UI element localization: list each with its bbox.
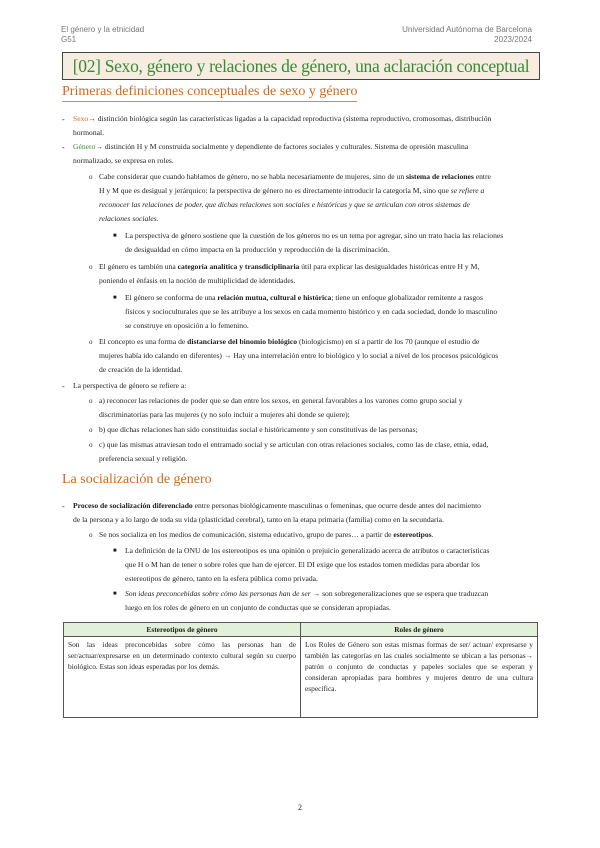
b3-line-2: mujeres había ido calando en diferentes) → Hay una interrelación entre lo biológico y lo social a nivel de los procesos psicológicos <box>99 351 499 360</box>
page-title-box <box>62 52 540 80</box>
dash-bullet: - <box>62 143 65 152</box>
b1-line-4: relaciones sociales. <box>99 214 159 223</box>
b1-line-3: reconocer las relaciones de poder, que dichas relaciones son sociales e históricas y que se articulan con otros sistemas de <box>99 200 470 209</box>
arrow-icon: → <box>95 142 105 151</box>
italic-text: se refiere a <box>450 186 485 195</box>
section-heading-definiciones: Primeras definiciones conceptuales de sexo y género <box>62 84 357 102</box>
dash-bullet: - <box>62 115 65 124</box>
italic-ideas: Son ideas preconcebidas sobre cómo las personas han de ser <box>125 589 311 598</box>
section-heading-socializacion: La socialización de género <box>62 472 212 487</box>
square-bullet-icon: ■ <box>113 233 117 239</box>
perspectiva-b: b) que dichas relaciones han sido constituidas social e históricamente y son constitutivas de las personas; <box>99 425 418 434</box>
header-right <box>402 25 532 45</box>
perspectiva-a-line-1: a) reconocer las relaciones de poder que se dan entre los sexos, en general favorables a los varones como grupo social y <box>99 396 463 405</box>
university-name: Universidad Autónoma de Barcelona <box>402 25 532 34</box>
perspectiva-c-line-1: c) que las mismas atraviesan todo el entramado social y se articulan con otras relaciones sociales, como las de clase, etnia, edad, <box>99 440 489 449</box>
b2-sub-line-3: se construye en oposición a lo femenino. <box>125 321 249 330</box>
circle-bullet-icon: o <box>89 397 93 405</box>
course-name: El género y la etnicidad <box>61 25 145 34</box>
square-bullet-icon: ■ <box>113 548 117 554</box>
page-number: 2 <box>298 803 302 812</box>
socializacion-line-2: de la persona y a lo largo de toda su vida (plasticidad cerebral), tanto en la etapa primaria (familia) como en la secundaria. <box>73 515 444 524</box>
bold-estereotipos: estereotipos <box>393 530 432 539</box>
b2-sub-line-2: físicos y socioculturales que se les atribuye a los sexos en cada momento histórico y en cada sociedad, donde lo masculino <box>125 307 498 316</box>
table-header-row <box>64 623 538 637</box>
b1-line-1: Cabe considerar que cuando hablamos de género, no se habla necesariamente de mujeres, sino de un sistema de relaciones entre <box>99 172 491 181</box>
ideas-line-1: Son ideas preconcebidas sobre cómo las personas han de ser → son sobregeneralizaciones que se espera que traduzcan <box>125 589 489 598</box>
table-header-roles: Roles de género <box>301 623 538 637</box>
dash-bullet: - <box>62 502 65 511</box>
table-row <box>64 637 538 718</box>
perspectiva-c-line-2: preferencia sexual y religión. <box>99 454 188 463</box>
perspectiva-intro: La perspectiva de género se refiere a: <box>73 381 187 390</box>
sexo-line-2: hormonal. <box>73 128 105 137</box>
arrow-icon: → <box>525 651 533 660</box>
b3-line-3: de creación de la identidad. <box>99 365 183 374</box>
bold-proceso-socializacion: Proceso de socialización diferenciado <box>73 501 193 510</box>
b1-sub-line-1: La perspectiva de género sostiene que la cuestión de los géneros no es un tema por agregar, sino un trato hacia las relaciones <box>125 231 504 240</box>
bold-sistema-relaciones: sistema de relaciones <box>406 172 474 181</box>
circle-bullet-icon: o <box>89 531 93 539</box>
table-header-estereotipos: Estereotipos de género <box>64 623 301 637</box>
bold-categoria-analitica: categoría analítica y transdiciplinaria <box>177 262 300 271</box>
genero-line-2: normalizado, se expresa en roles. <box>73 156 174 165</box>
circle-bullet-icon: o <box>89 173 93 181</box>
sexo-definition: distinción biológica según las características ligadas a la capacidad reproductiva (sistema reproductivo, cromosomas, distribución <box>97 114 492 123</box>
comparison-table <box>63 622 538 718</box>
bold-relacion-mutua: relación mutua, cultural e histórica <box>217 293 332 302</box>
b2-sub-line-1: El género se conforma de una relación mutua, cultural e histórica; tiene un enfoque globalizador remitente a rasgos <box>125 293 483 302</box>
bold-binomio-biologico: distanciarse del binomio biológico <box>187 337 298 346</box>
square-bullet-icon: ■ <box>113 295 117 301</box>
b1-sub-line-2: de desigualdad en cómo impacta en la producción y reproducción de la discriminación. <box>125 245 390 254</box>
onu-line-2: que H o M han de tener o sobre roles que han de ejercer. El DI exige que los estados tomen medidas para abordar los <box>125 560 480 569</box>
onu-line-1: La definición de la ONU de los estereotipos es una opinión o prejuicio generalizado acerca de atributos o características <box>125 546 490 555</box>
term-sexo: Sexo <box>73 114 89 123</box>
onu-line-3: estereotipos de género, tanto en la esfera pública como privada. <box>125 574 318 583</box>
arrow-icon: → <box>310 589 321 598</box>
arrow-icon: → <box>88 114 98 123</box>
dash-bullet: - <box>62 382 65 391</box>
table-cell-roles: Los Roles de Género son estas mismas formas de ser/ actuar/ expresarse y también las categorías en las cuales socialmente se ubican a las personas→ patrón o conjunto de conductas y papeles sociales que se esperan y consideran apropiadas para hombres y mujeres dentro de una cultura específica. <box>301 637 538 718</box>
circle-bullet-icon: o <box>89 441 93 449</box>
perspectiva-a-line-2: discriminatorias para las mujeres (y no solo incluir a mujeres ahí donde se quiere); <box>99 410 350 419</box>
b2-line-1: El género es también una categoría analítica y transdiciplinaria útil para explicar las desigualdades históricas entre H y M, <box>99 262 480 271</box>
term-genero: Género <box>73 142 96 151</box>
table-cell-estereotipos: Son las ideas preconcebidas sobre cómo las personas han de ser/actuar/expresarse en un determinado contexto cultural según su cuerpo biológico. Estas son ideas esperadas por los demás. <box>64 637 301 718</box>
ideas-line-2: luego en los roles de género en un conjunto de conductas que se consideran apropiadas. <box>125 603 391 612</box>
arrow-icon: → <box>221 351 232 360</box>
group-code: G51 <box>61 35 77 44</box>
b3-line-1: El concepto es una forma de distanciarse del binomio biológico (biologicismo) en sí a partir de los 70 (aunque el estudio de <box>99 337 480 346</box>
socializacion-line-1: Proceso de socialización diferenciado entre personas biológicamente masculinas o femeninas, que ocurre desde antes del nacimiento <box>73 501 481 510</box>
genero-definition: distinción H y M construida socialmente y dependiente de factores sociales y culturales. Sistema de opresión masculina <box>104 142 469 151</box>
genero-line-1 <box>73 142 468 151</box>
b1-line-2: H y M que es desigual y jerárquico: la perspectiva de género no es directamente introducir la categoría M, sino que se refiere a <box>99 186 485 195</box>
page-title: [02] Sexo, género y relaciones de género, una aclaración conceptual <box>72 55 530 76</box>
b2-line-2: poniendo el énfasis en la noción de multiplicidad de identidades. <box>99 276 296 285</box>
circle-bullet-icon: o <box>89 263 93 271</box>
square-bullet-icon: ■ <box>113 591 117 597</box>
circle-bullet-icon: o <box>89 338 93 346</box>
estereotipos-line: Se nos socializa en los medios de comunicación, sistema educativo, grupo de pares… a partir de estereotipos. <box>99 530 434 539</box>
header-left <box>61 25 144 45</box>
sexo-line-1 <box>73 114 491 123</box>
circle-bullet-icon: o <box>89 426 93 434</box>
academic-year: 2023/2024 <box>494 35 532 44</box>
